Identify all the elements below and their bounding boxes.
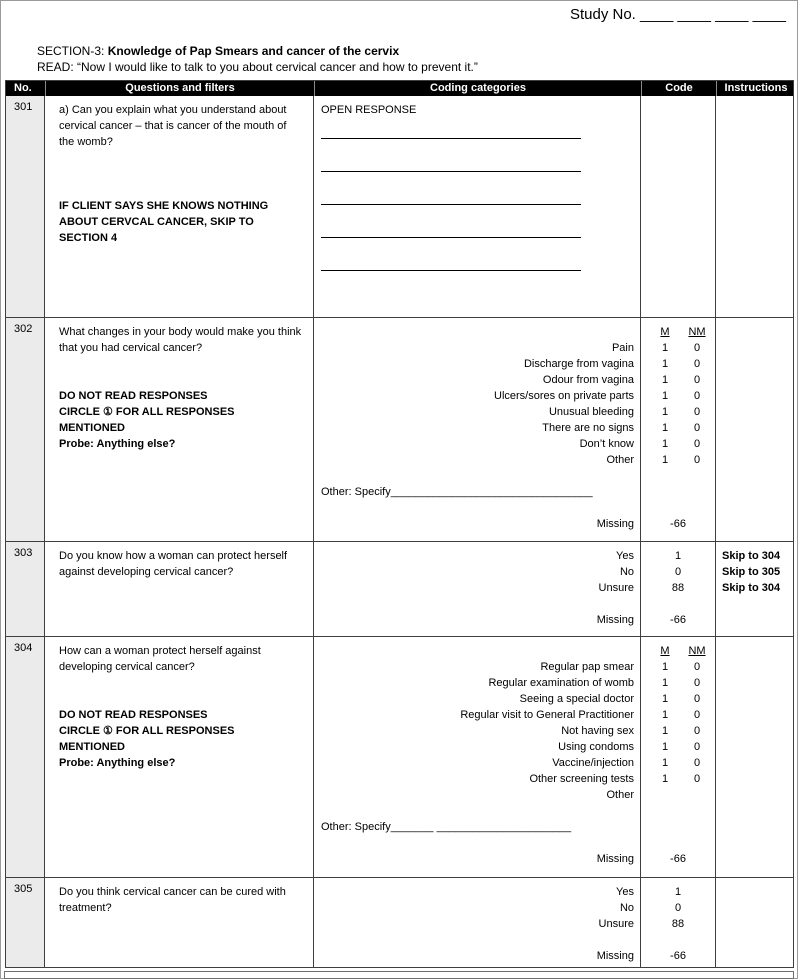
missing-code-305: -66 xyxy=(670,950,686,962)
question-text-301: a) Can you explain what you understand about cervical cancer – that is cancer of the mouth of the womb? xyxy=(59,104,287,148)
missing-code-303: -66 xyxy=(670,614,686,626)
category-label: Odour from vagina xyxy=(542,374,634,386)
next-row-partial xyxy=(4,971,794,979)
question-number-304: 304 xyxy=(6,637,45,877)
mentioned-header: M xyxy=(660,645,670,657)
response-blank-line xyxy=(321,204,581,237)
instructions-cell-301 xyxy=(716,96,795,317)
question-number-303: 303 xyxy=(6,542,45,636)
option-code: 0 xyxy=(674,902,682,914)
option-label: Unsure xyxy=(598,582,634,594)
code-values: 1 0 xyxy=(661,741,701,753)
interviewer-note-302-3: Probe: Anything else? xyxy=(59,438,176,450)
question-cell-302 xyxy=(45,318,314,541)
missing-label-302: Missing xyxy=(596,518,634,530)
question-number-305: 305 xyxy=(6,878,45,967)
study-number-field xyxy=(570,6,786,23)
category-label: Discharge from vagina xyxy=(523,358,634,370)
code-subheader-304 xyxy=(641,643,715,659)
code-cell-303 xyxy=(641,542,716,636)
category-label: Seeing a special doctor xyxy=(519,693,634,705)
table-row-302 xyxy=(6,318,793,542)
category-label: Other screening tests xyxy=(529,773,634,785)
coding-cell-305 xyxy=(314,878,641,967)
interviewer-note-301: IF CLIENT SAYS SHE KNOWS NOTHING ABOUT CERVCAL CANCER, SKIP TO SECTION 4 xyxy=(59,200,269,244)
code-values: 1 0 xyxy=(661,773,701,785)
category-label: Regular visit to General Practitioner xyxy=(460,709,634,721)
mentioned-header: M xyxy=(660,326,670,338)
option-label: Unsure xyxy=(598,918,634,930)
code-values: 1 0 xyxy=(661,342,701,354)
category-label: Other xyxy=(606,789,634,801)
option-code: 1 xyxy=(674,886,682,898)
code-values: 1 0 xyxy=(661,709,701,721)
coding-cell-303 xyxy=(314,542,641,636)
table-row-301 xyxy=(6,96,793,318)
code-values: 1 0 xyxy=(661,677,701,689)
question-text-304: How can a woman protect herself against developing cervical cancer? xyxy=(59,645,261,673)
question-cell-303 xyxy=(45,542,314,636)
category-label: Not having sex xyxy=(561,725,634,737)
read-instruction: READ: “Now I would like to talk to you about cervical cancer and how to prevent it.” xyxy=(37,60,478,74)
category-label: Using condoms xyxy=(558,741,634,753)
question-number-301: 301 xyxy=(6,96,45,317)
table-row-305 xyxy=(6,878,793,968)
response-blank-line xyxy=(321,237,581,270)
response-blank-line xyxy=(321,171,581,204)
section-heading xyxy=(37,44,399,58)
category-label: There are no signs xyxy=(542,422,634,434)
open-response-label: OPEN RESPONSE xyxy=(321,104,417,116)
skip-instruction: Skip to 304 xyxy=(722,550,781,562)
study-number-blanks: ____ ____ ____ ____ xyxy=(640,6,786,23)
missing-label-305: Missing xyxy=(596,950,634,962)
category-label: Vaccine/injection xyxy=(552,757,634,769)
question-text-303: Do you know how a woman can protect herself against developing cervical cancer? xyxy=(59,550,288,578)
coding-cell-304 xyxy=(314,637,641,877)
skip-instruction: Skip to 304 xyxy=(722,582,781,594)
not-mentioned-header: NM xyxy=(688,326,706,338)
code-cell-305 xyxy=(641,878,716,967)
category-label: Regular examination of womb xyxy=(488,677,634,689)
option-code: 88 xyxy=(671,582,685,594)
code-values: 1 0 xyxy=(661,374,701,386)
questionnaire-table xyxy=(5,80,794,968)
section-prefix: SECTION-3: xyxy=(37,44,105,58)
col-header-coding: Coding categories xyxy=(314,81,641,96)
table-row-303 xyxy=(6,542,793,637)
missing-label-303: Missing xyxy=(596,614,634,626)
response-blank-line xyxy=(321,138,581,171)
code-subheader-302 xyxy=(641,324,715,340)
instructions-cell-305 xyxy=(716,878,795,967)
category-label: Ulcers/sores on private parts xyxy=(494,390,634,402)
option-label: Yes xyxy=(616,550,634,562)
code-values: 1 0 xyxy=(661,390,701,402)
code-values: 1 0 xyxy=(661,725,701,737)
category-label: Don’t know xyxy=(579,438,634,450)
code-cell-302 xyxy=(641,318,716,541)
question-text-305: Do you think cervical cancer can be cured with treatment? xyxy=(59,886,286,914)
option-code: 1 xyxy=(674,550,682,562)
interviewer-note-302-2: CIRCLE ① FOR ALL RESPONSES MENTIONED xyxy=(59,406,235,434)
code-values: 1 0 xyxy=(661,454,701,466)
option-code: 88 xyxy=(671,918,685,930)
option-label: Yes xyxy=(616,886,634,898)
code-cell-301 xyxy=(641,96,716,317)
option-label: No xyxy=(619,566,634,578)
code-cell-304 xyxy=(641,637,716,877)
category-label: Pain xyxy=(611,342,634,354)
question-text-302: What changes in your body would make you think that you had cervical cancer? xyxy=(59,326,302,354)
col-header-questions: Questions and filters xyxy=(45,81,314,96)
section-title: Knowledge of Pap Smears and cancer of the cervix xyxy=(107,44,400,58)
interviewer-note-304-2: CIRCLE ① FOR ALL RESPONSES MENTIONED xyxy=(59,725,235,753)
instructions-cell-304 xyxy=(716,637,795,877)
response-blank-line xyxy=(321,270,581,303)
missing-label-304: Missing xyxy=(596,853,634,865)
question-cell-305 xyxy=(45,878,314,967)
col-header-code: Code xyxy=(641,81,716,96)
question-number-302: 302 xyxy=(6,318,45,541)
code-values: 1 0 xyxy=(661,661,701,673)
study-number-label: Study No. xyxy=(569,6,636,23)
interviewer-note-302-1: DO NOT READ RESPONSES xyxy=(59,390,208,402)
category-label: Unusual bleeding xyxy=(548,406,634,418)
question-cell-304 xyxy=(45,637,314,877)
col-header-instructions: Instructions xyxy=(716,81,795,96)
code-values: 1 0 xyxy=(661,438,701,450)
skip-instruction: Skip to 305 xyxy=(722,566,781,578)
instructions-cell-303 xyxy=(716,542,795,636)
question-cell-301 xyxy=(45,96,314,317)
table-header-row xyxy=(6,81,793,96)
category-label: Regular pap smear xyxy=(540,661,634,673)
interviewer-note-304-3: Probe: Anything else? xyxy=(59,757,176,769)
option-label: No xyxy=(619,902,634,914)
col-header-no: No. xyxy=(14,82,32,94)
interviewer-note-304-1: DO NOT READ RESPONSES xyxy=(59,709,208,721)
code-values: 1 0 xyxy=(661,406,701,418)
code-values: 1 0 xyxy=(661,693,701,705)
option-code: 0 xyxy=(674,566,682,578)
coding-cell-301 xyxy=(314,96,641,317)
other-specify-302: Other: Specify_________________________________ xyxy=(321,486,593,498)
code-values: 1 0 xyxy=(661,422,701,434)
code-values: 1 0 xyxy=(661,358,701,370)
other-specify-304: Other: Specify_______ ______________________ xyxy=(321,821,572,833)
missing-code-304: -66 xyxy=(670,853,686,865)
missing-code-302: -66 xyxy=(670,518,686,530)
table-row-304 xyxy=(6,637,793,878)
instructions-cell-302 xyxy=(716,318,795,541)
code-values: 1 0 xyxy=(661,757,701,769)
not-mentioned-header: NM xyxy=(688,645,706,657)
coding-cell-302 xyxy=(314,318,641,541)
category-label: Other xyxy=(606,454,634,466)
